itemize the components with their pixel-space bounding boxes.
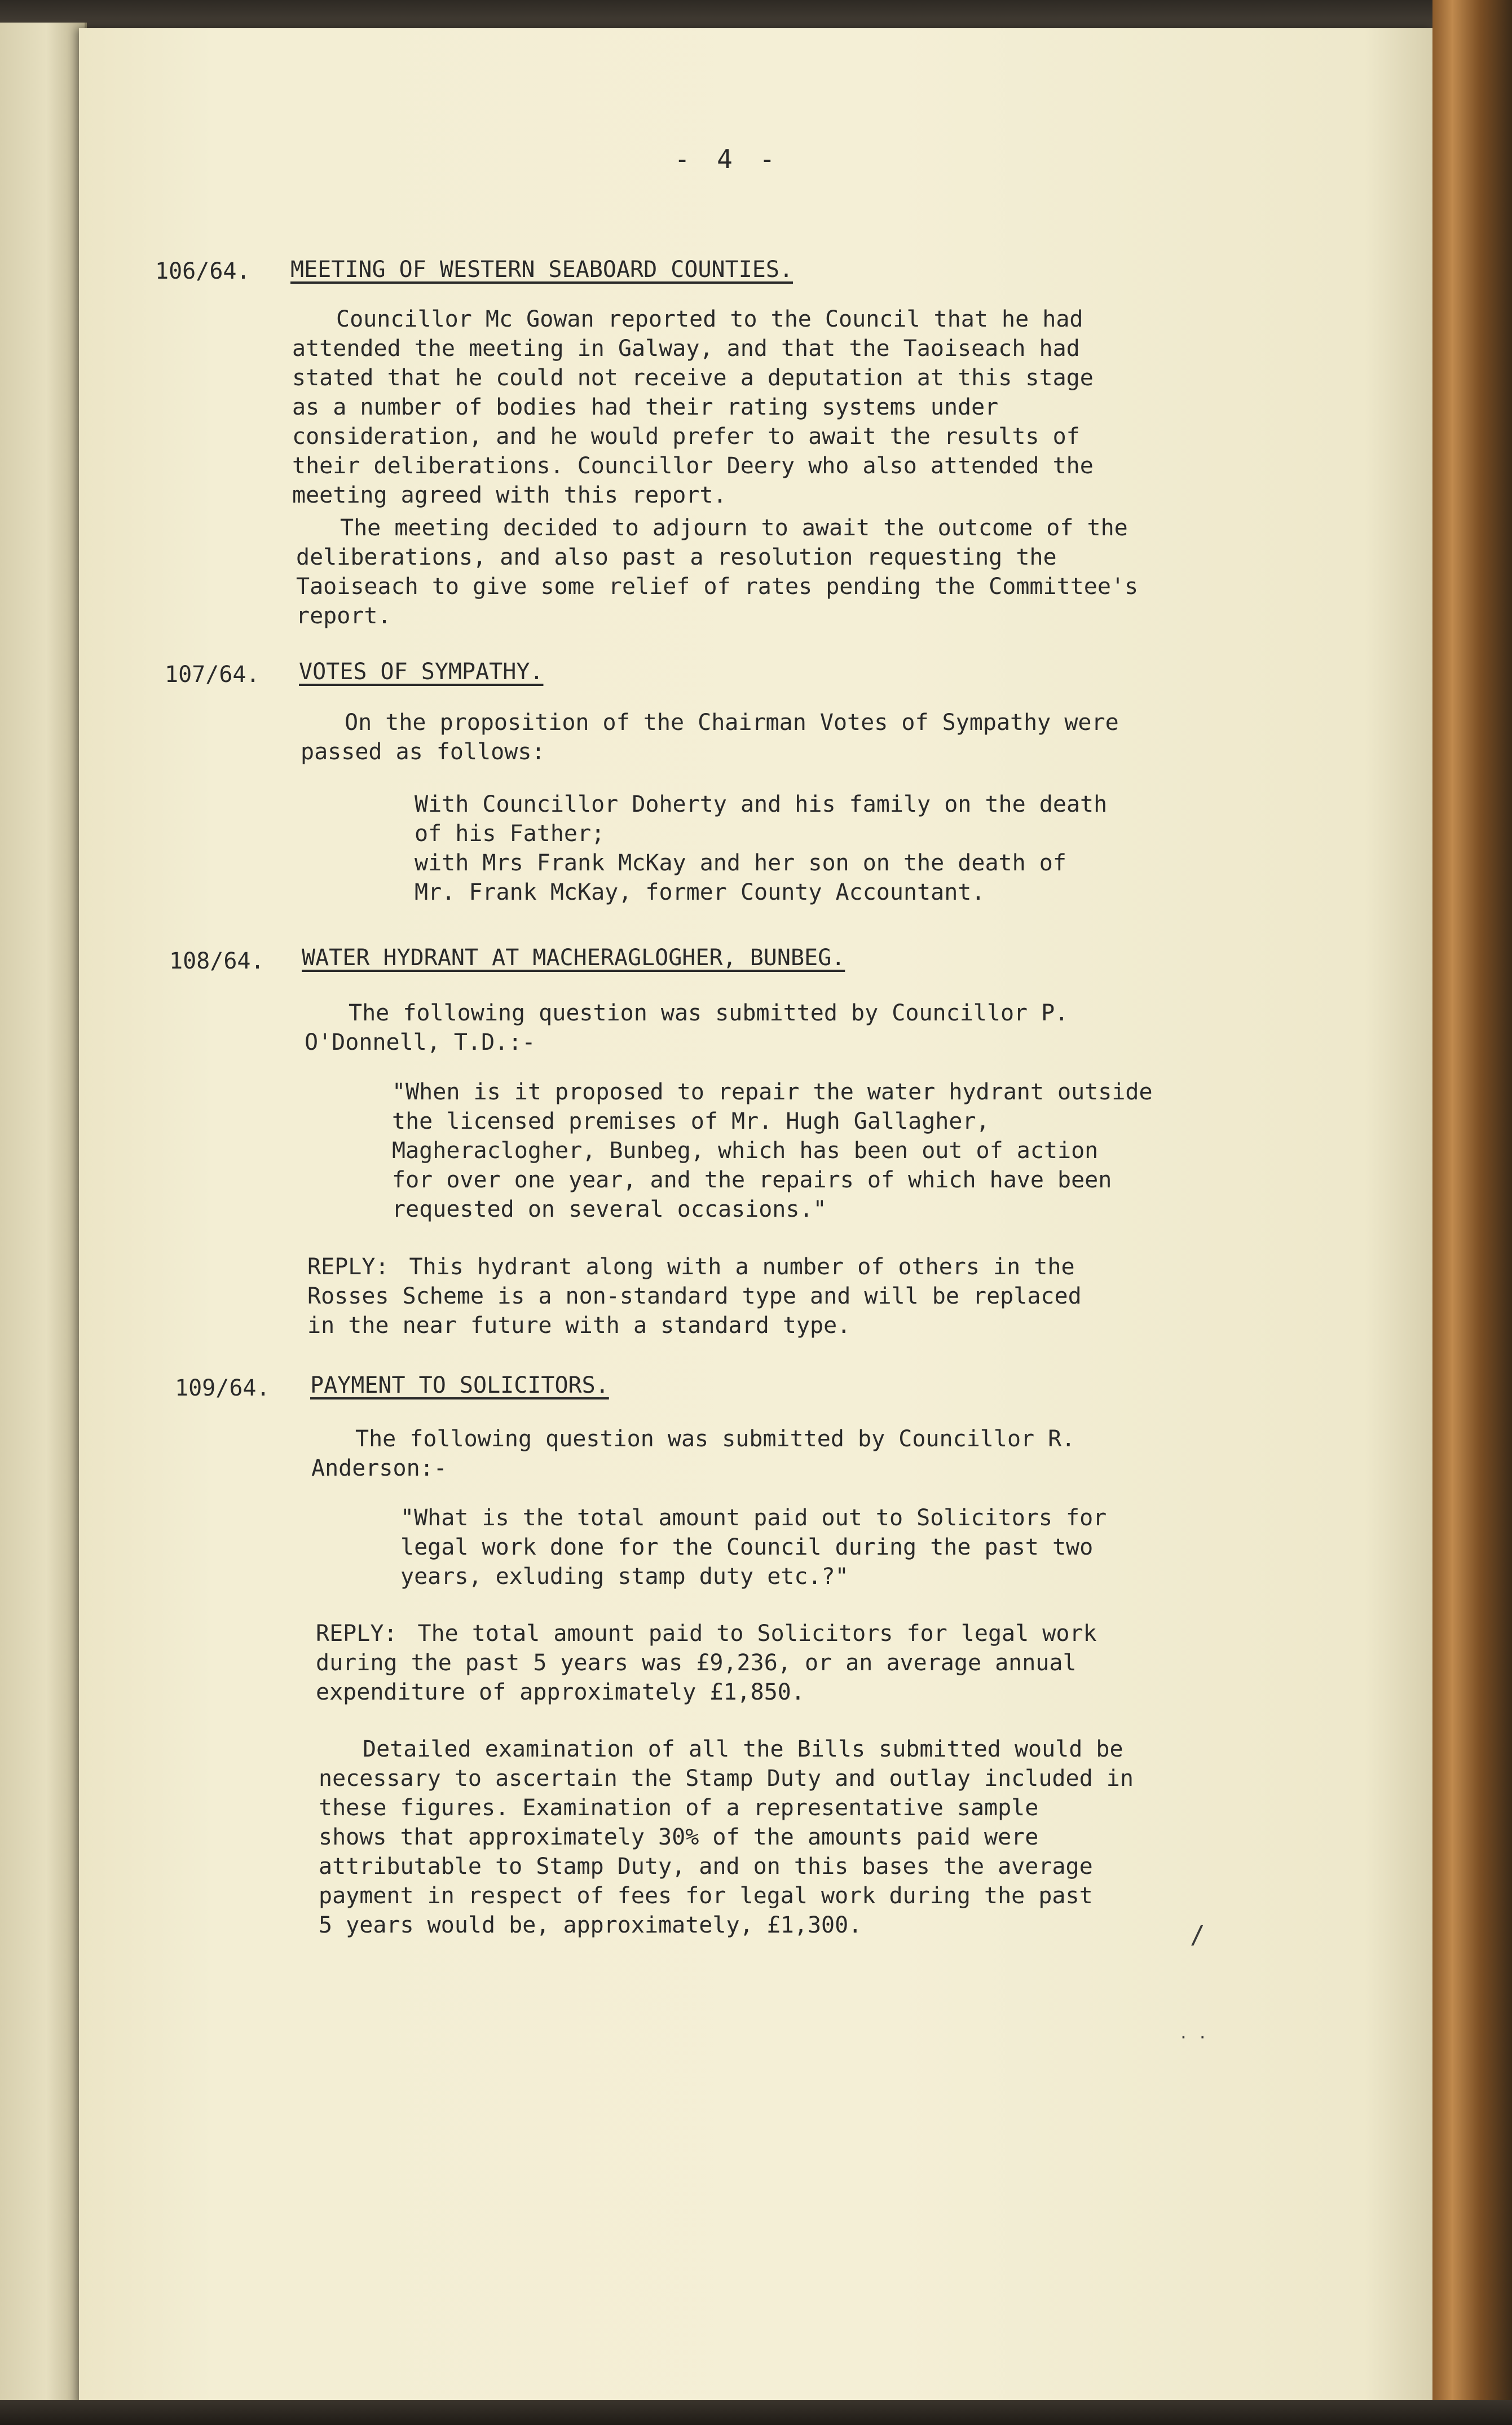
reply-text: The total amount paid to Solicitors for legal work during the past 5 years was £9,236, or an average annual expenditure of approximately £1,850. — [316, 1621, 1097, 1705]
previous-page-edge — [0, 23, 87, 2409]
minute-ref-109: 109/64. — [175, 1375, 270, 1401]
minute-108-paragraph-1: The following question was submitted by Councillor P. O'Donnell, T.D.:- — [305, 1000, 1069, 1055]
page-number: - 4 - — [674, 144, 781, 174]
minute-108-question: "When is it proposed to repair the water hydrant outside the licensed premises of Mr. Hugh Gallagher, Magheraclogher, Bunbeg, which has been out of action for over one year, and the repairs of which have been requested on several occasions." — [392, 1079, 1153, 1222]
minute-106-paragraph-2: The meeting decided to adjourn to await the outcome of the deliberations, and also past a resolution requesting the Taoiseach to give some relief of rates pending the Committee's report. — [296, 515, 1139, 629]
minute-106-paragraph-1: Councillor Mc Gowan reported to the Council that he had attended the meeting in Galway, and that the Taoiseach had stated that he could not receive a deputation at this stage as a number of bodies had their rating systems under consideration, and he would prefer to await the results of their deliberations. Councillor Deery who also attended the meeting agreed with this report. — [292, 306, 1094, 508]
minute-heading-109: PAYMENT TO SOLICITORS. — [310, 1372, 609, 1398]
binder-bottom-edge — [0, 2400, 1512, 2425]
minute-heading-106: MEETING OF WESTERN SEABOARD COUNTIES. — [290, 257, 794, 283]
sympathy-list — [415, 790, 1260, 907]
binder-spine — [1432, 0, 1512, 2425]
minute-107-paragraph-1: On the proposition of the Chairman Votes of Sympathy were passed as follows: — [301, 710, 1119, 765]
minute-109-question: "What is the total amount paid out to Solicitors for legal work done for the Council during the past two years, exluding stamp duty etc.?" — [400, 1505, 1107, 1590]
minute-heading-108: WATER HYDRANT AT MACHERAGLOGHER, BUNBEG. — [302, 945, 845, 971]
ink-mark: / — [1190, 1921, 1205, 1949]
ink-mark: · · — [1179, 2028, 1207, 2046]
list-item: With Councillor Doherty and his family on the death of his Father; — [415, 791, 1108, 847]
list-item: with Mrs Frank McKay and her son on the death of Mr. Frank McKay, former County Accountant. — [415, 850, 1066, 905]
minute-ref-106: 106/64. — [155, 258, 250, 284]
minute-109-reply — [316, 1619, 1275, 1707]
minute-ref-108: 108/64. — [169, 948, 265, 974]
reply-label: REPLY: — [307, 1254, 389, 1280]
reply-label: REPLY: — [316, 1621, 398, 1647]
minute-heading-107: VOTES OF SYMPATHY. — [299, 659, 544, 685]
minute-108-reply — [307, 1252, 1266, 1340]
minute-ref-107: 107/64. — [165, 662, 260, 688]
reply-text: This hydrant along with a number of others in the Rosses Scheme is a non-standard type and will be replaced in the near future with a standard type. — [307, 1254, 1082, 1339]
minute-109-closing-paragraph: Detailed examination of all the Bills submitted would be necessary to ascertain the Stamp Duty and outlay included in these figures. Examination of a representative sample shows that approximately 30% of the amounts paid were attributable to Stamp Duty, and on this bases the average payment in respect of fees for legal work during the past 5 years would be, approximately, £1,300. — [319, 1736, 1134, 1938]
minute-109-paragraph-1: The following question was submitted by Councillor R. Anderson:- — [311, 1426, 1075, 1481]
document-page — [79, 28, 1432, 2406]
